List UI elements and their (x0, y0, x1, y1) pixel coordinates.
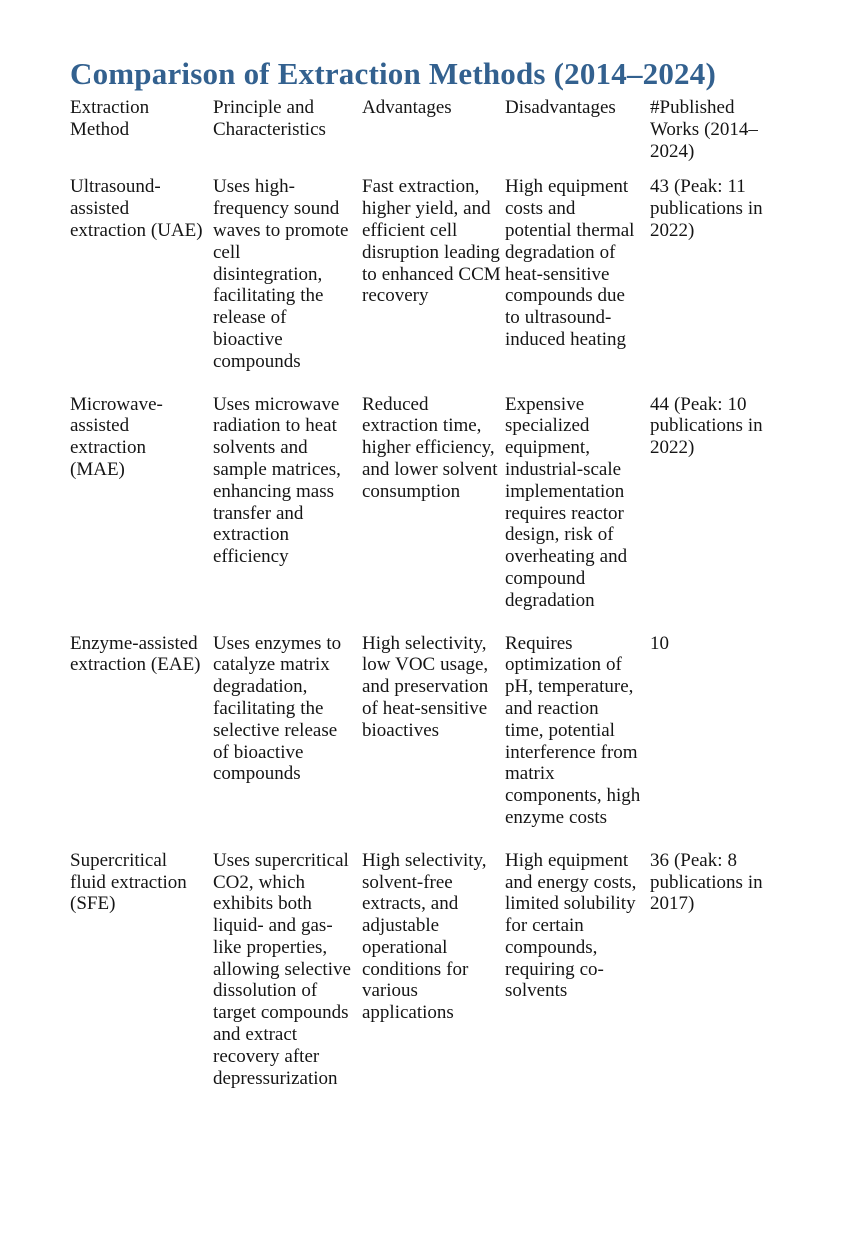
table-row-uae (70, 176, 788, 372)
col-header-advantages: Advantages (362, 97, 452, 118)
table-row-eae (70, 633, 788, 829)
cell-advantages: Reduced extraction time, higher efficiency, and lower solvent consumption (362, 393, 498, 502)
col-header-published-works: #Published Works (2014– 2024) (650, 97, 758, 162)
cell-method: Ultrasound-assisted extraction (UAE) (70, 176, 203, 241)
cell-principle: Uses enzymes to catalyze matrix degradation, facilitating the selective release of bioactive compounds (213, 632, 342, 785)
cell-method: Supercritical fluid extraction (SFE) (70, 849, 187, 915)
cell-disadvantages: High equipment and energy costs, limited solubility for certain compounds, requiring co-solvents (505, 849, 637, 1002)
cell-advantages: Fast extraction, higher yield, and efficient cell disruption leading to enhanced CCM recovery (362, 176, 501, 307)
cell-published: 43 (Peak: 11 publications in 2022) (650, 176, 763, 241)
cell-disadvantages: High equipment costs and potential thermal degradation of heat-sensitive compounds due to ultrasound-induced heating (505, 176, 635, 350)
table-header-row (70, 97, 788, 162)
cell-method: Microwave-assisted extraction (MAE) (70, 393, 163, 480)
table-row-mae (70, 394, 788, 612)
cell-advantages: High selectivity, solvent-free extracts, and adjustable operational conditions for various applications (362, 849, 487, 1024)
cell-published: 44 (Peak: 10 publications in 2022) (650, 393, 763, 459)
cell-method: Enzyme-assisted extraction (EAE) (70, 632, 201, 676)
cell-principle: Uses high-frequency sound waves to promote cell disintegration, facilitating the release of bioactive compounds (213, 176, 349, 372)
cell-published: 36 (Peak: 8 publications in 2017) (650, 849, 763, 915)
col-header-extraction-method: Extraction Method (70, 97, 150, 140)
cell-published: 10 (650, 632, 669, 654)
table-row-sfe (70, 850, 788, 1090)
cell-disadvantages: Expensive specialized equipment, industrial-scale implementation requires reactor design, risk of overheating and compound degradation (505, 393, 628, 611)
col-header-principle: Principle and Characteristics (213, 97, 326, 140)
cell-principle: Uses supercritical CO2, which exhibits both liquid- and gas-like properties, allowing selective dissolution of target compounds and extract recovery after depressurization (213, 849, 351, 1089)
cell-advantages: High selectivity, low VOC usage, and preservation of heat-sensitive bioactives (362, 632, 489, 741)
page-title: Comparison of Extraction Methods (2014–2024) (70, 56, 716, 91)
col-header-disadvantages: Disadvantages (505, 97, 616, 118)
cell-principle: Uses microwave radiation to heat solvents and sample matrices, enhancing mass transfer and extraction efficiency (213, 393, 341, 568)
cell-disadvantages: Requires optimization of pH, temperature, and reaction time, potential interference from matrix components, high enzyme costs (505, 632, 641, 828)
